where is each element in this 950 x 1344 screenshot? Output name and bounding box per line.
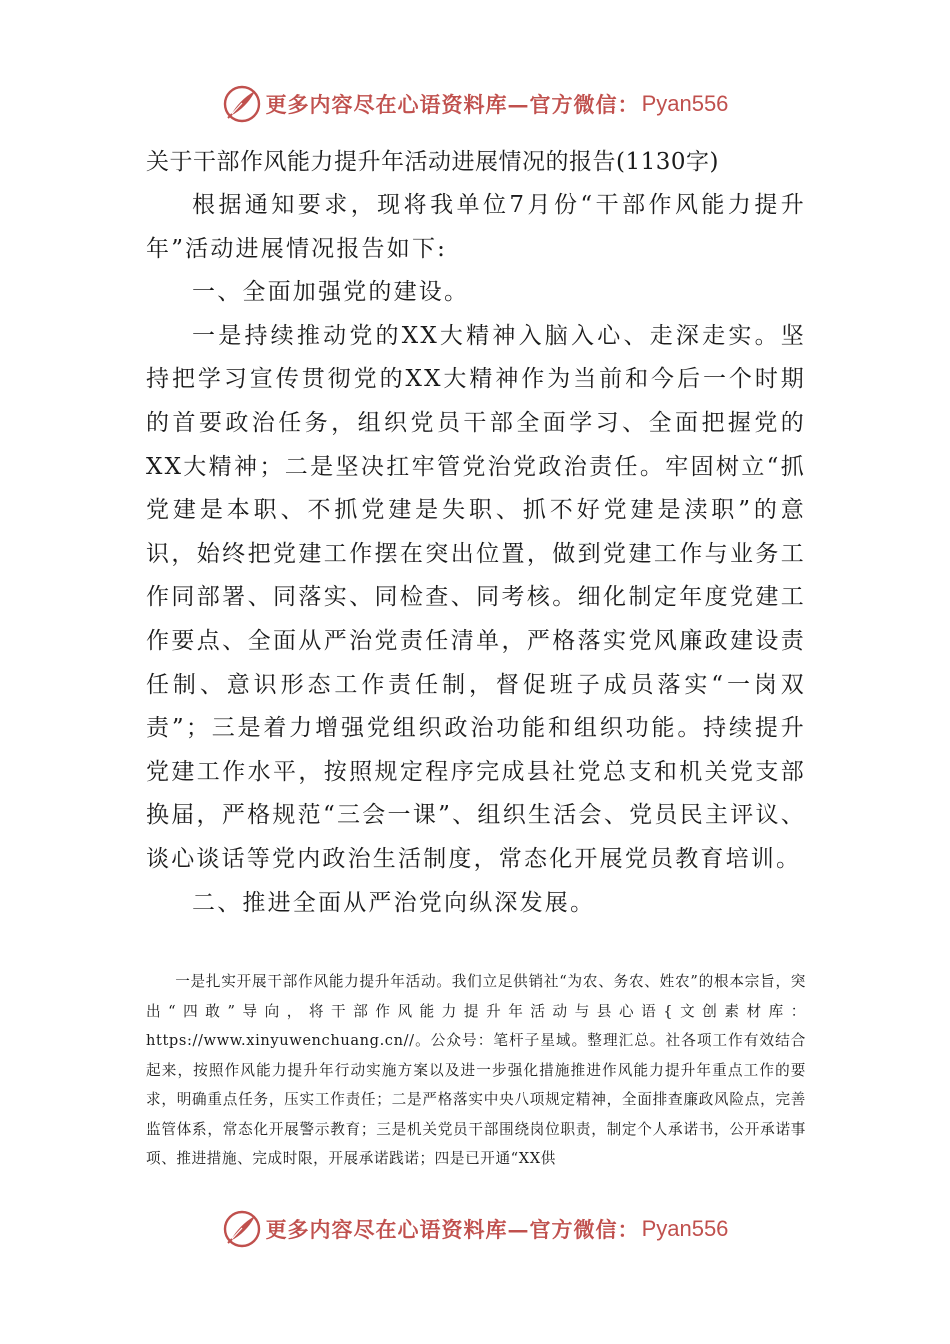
footer-banner xyxy=(0,1207,950,1251)
banner-text: 更多内容尽在心语资料库—官方微信： xyxy=(265,1217,640,1242)
header-banner xyxy=(0,82,950,126)
document-body xyxy=(146,184,806,925)
section-heading: 二、推进全面从严治党向纵深发展。 xyxy=(192,889,596,916)
banner-text: 更多内容尽在心语资料库—官方微信： xyxy=(265,92,640,117)
section-heading: 一、全面加强党的建设。 xyxy=(192,279,470,306)
quill-logo-icon xyxy=(222,1209,262,1249)
banner-handle: Pyan556 xyxy=(641,91,729,116)
banner-handle: Pyan556 xyxy=(641,1216,729,1241)
intro-paragraph: 根据通知要求，现将我单位7月份“干部作风能力提升年”活动进展情况报告如下: xyxy=(146,192,806,262)
section-paragraph-small: 一是扎实开展干部作风能力提升年活动。我们立足供销社“为农、务农、姓农”的根本宗旨，突出“四敢”导向，将干部作风能力提升年活动与县心语{文创素材库：https://www.xinyuwenchuang.cn//。公众号：笔杆子星域。整理汇总。社各项工作有效结合起来，按照作风能力提升年行动实施方案以及进一步强化措施推进作风能力提升年重点工作的要求，明确重点任务，压实工作责任；二是严格落实中央八项规定精神，全面排查廉政风险点，完善监管体系，常态化开展警示教育；三是机关党员干部围绕岗位职责，制定个人承诺书，公开承诺事项、推进措施、完成时限，开展承诺践诺；四是已开通“XX供 xyxy=(146,973,806,1167)
section-paragraph: 一是持续推动党的XX大精神入脑入心、走深走实。坚持把学习宣传贯彻党的XX大精神作为当前和今后一个时期的首要政治任务，组织党员干部全面学习、全面把握党的XX大精神；二是坚决扛牢管党治党政治责任。牢固树立“抓党建是本职、不抓党建是失职、抓不好党建是渎职”的意识，始终把党建工作摆在突出位置，做到党建工作与业务工作同部署、同落实、同检查、同考核。细化制定年度党建工作要点、全面从严治党责任清单，严格落实党风廉政建设责任制、意识形态工作责任制，督促班子成员落实“一岗双责”；三是着力增强党组织政治功能和组织功能。持续提升党建工作水平，按照规定程序完成县社党总支和机关党支部换届，严格规范“三会一课”、组织生活会、党员民主评议、谈心谈话等党内政治生活制度，常态化开展党员教育培训。 xyxy=(146,322,806,872)
document-title: 关于干部作风能力提升年活动进展情况的报告(1130字) xyxy=(146,149,719,175)
quill-logo-icon xyxy=(222,84,262,124)
